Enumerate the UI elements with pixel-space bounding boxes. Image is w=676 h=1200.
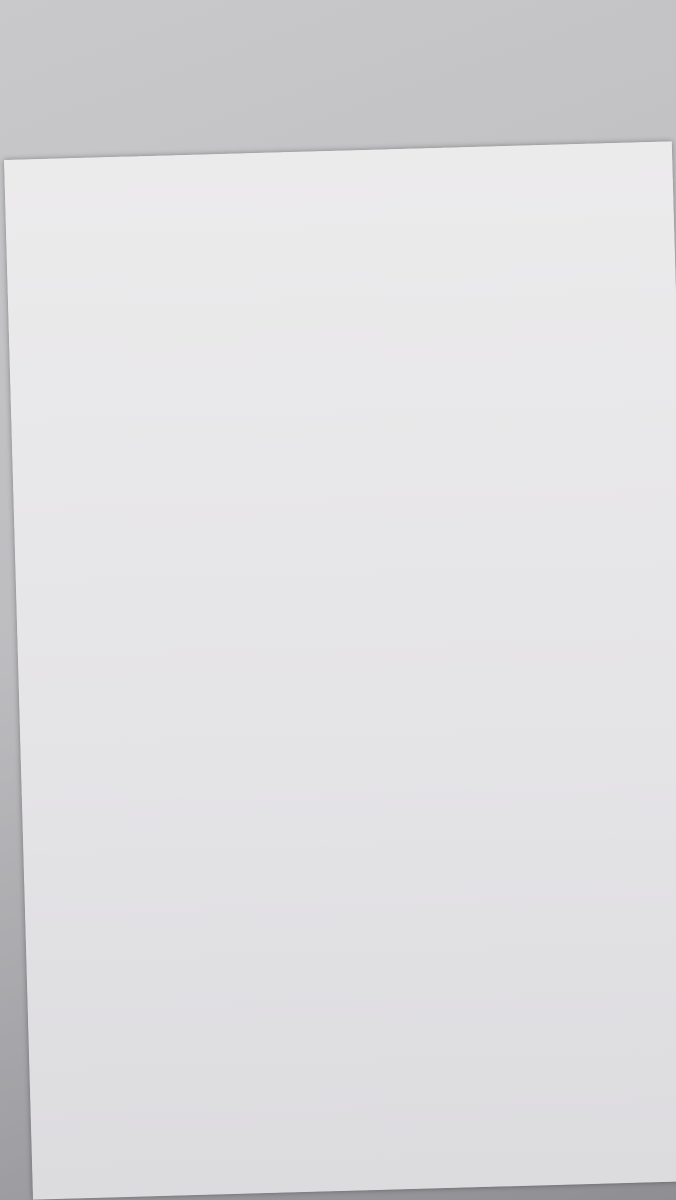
left-column — [18, 226, 298, 234]
bacteria-list — [18, 226, 298, 234]
right-column — [308, 217, 604, 225]
left-sections — [18, 226, 298, 234]
right-sections — [308, 217, 604, 225]
book-page — [4, 141, 676, 1199]
